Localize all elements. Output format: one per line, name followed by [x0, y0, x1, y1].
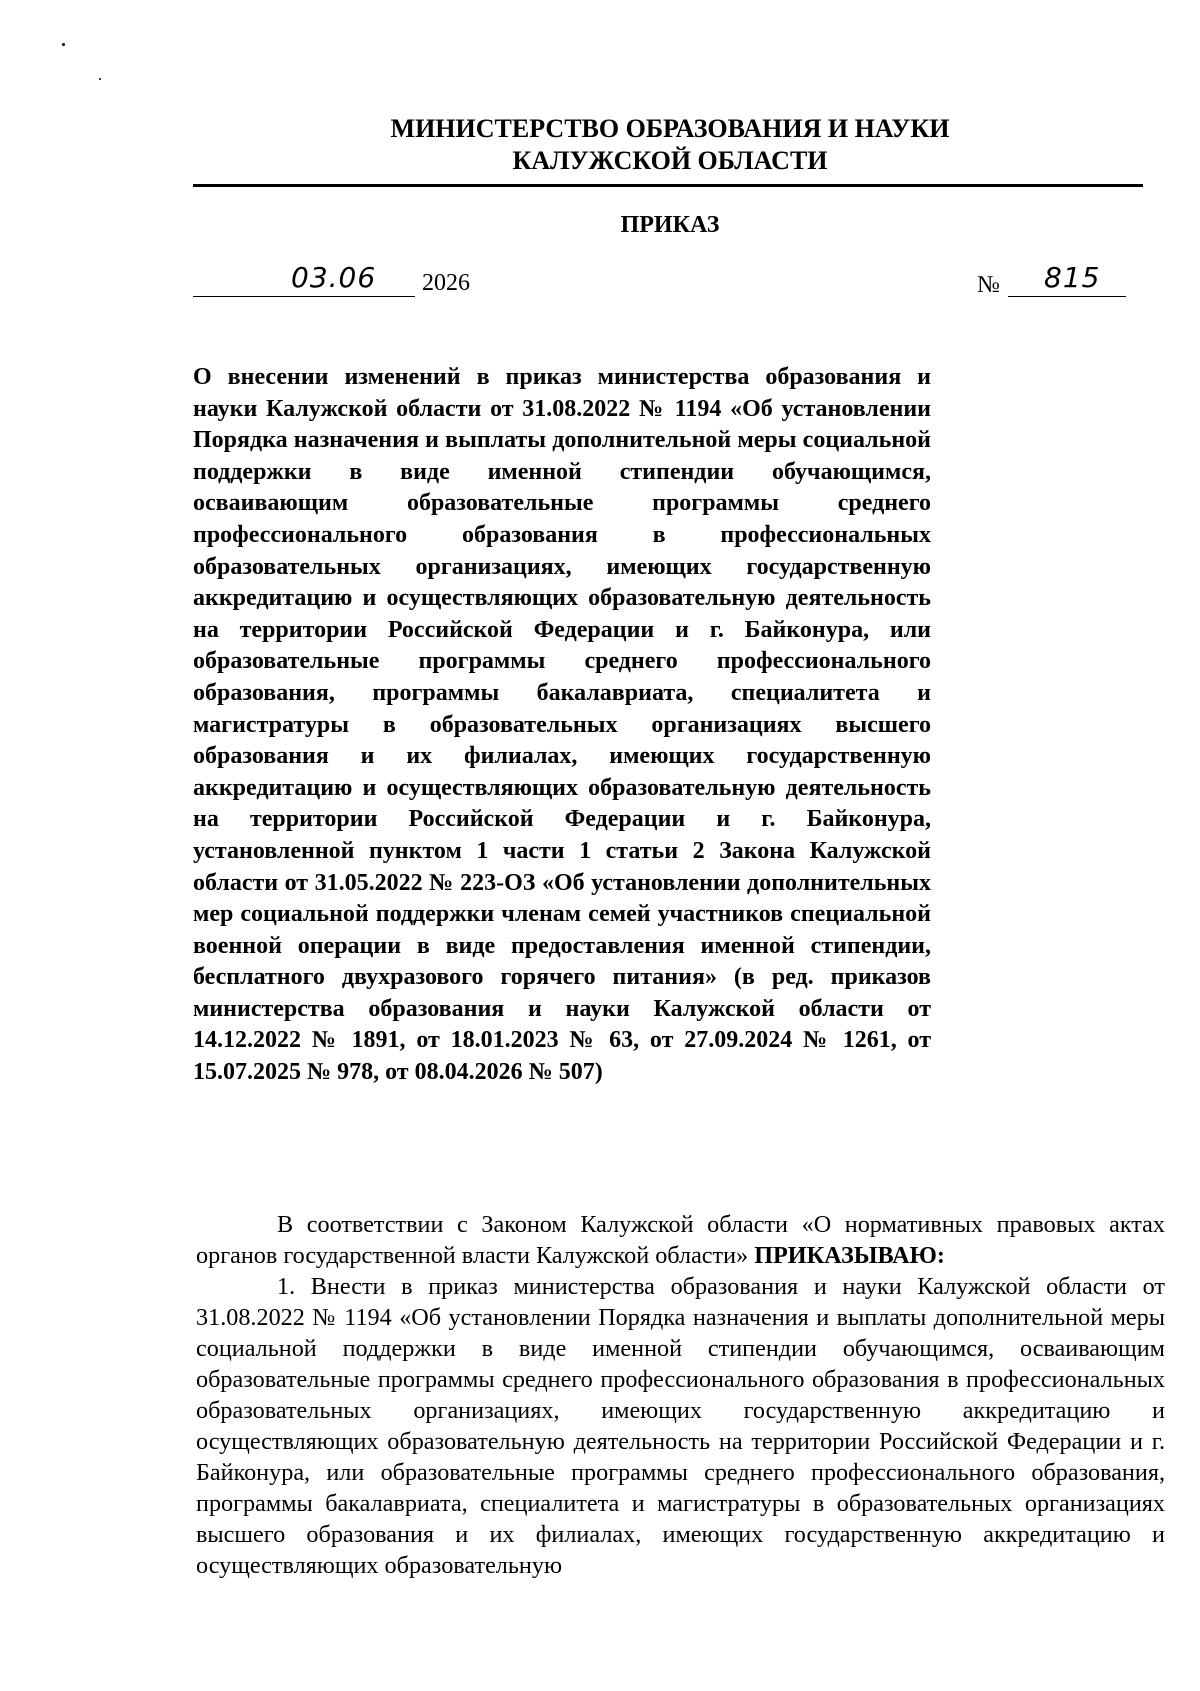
date-field [193, 260, 415, 297]
ministry-title [190, 113, 1150, 177]
header-divider [193, 184, 1143, 187]
ministry-title-line2: КАЛУЖСКОЙ ОБЛАСТИ [512, 146, 828, 175]
number-sign: № [977, 272, 1000, 298]
ministry-title-line1: МИНИСТЕРСТВО ОБРАЗОВАНИЯ И НАУКИ [390, 114, 950, 143]
order-subject: О внесении изменений в приказ министерства образования и науки Калужской области от 31.08.2022 № 1194 «Об установлении Порядка назначения и выплаты дополнительной меры социальной поддержки в виде именной стипендии обучающимся, осваивающим образовательные программы среднего профессионального образования в профессиональных образовательных организациях, имеющих государственную аккредитацию и осуществляющих образовательную деятельность на территории Российской Федерации и г. Байконура, или образовательные программы среднего профессионального образования, программы бакалавриата, специалитета и магистратуры в образовательных организациях высшего образования и их филиалах, имеющих государственную аккредитацию и осуществляющих образовательную деятельность на территории Российской Федерации и г. Байконура, установленной пунктом 1 части 1 статьи 2 Закона Калужской области от 31.05.2022 № 223-ОЗ «Об установлении дополнительных мер социальной поддержки членам семей участников специальной военной операции в виде предоставления именной стипендии, бесплатного двухразового горячего питания» (в ред. приказов министерства образования и науки Калужской области от 14.12.2022 № 1891, от 18.01.2023 № 63, от 27.09.2024 № 1261, от 15.07.2025 № 978, от 08.04.2026 № 507) [193, 364, 931, 1086]
scan-speck [62, 43, 65, 46]
preamble-paragraph [196, 1209, 1165, 1271]
item-1-paragraph: 1. Внести в приказ министерства образования и науки Калужской области от 31.08.2022 № 1194 «Об установлении Порядка назначения и выплаты дополнительной меры социальной поддержки в виде именной стипендии обучающимся, осваивающим образовательные программы среднего профессионального образования в профессиональных образовательных организациях, имеющих государственную аккредитацию и осуществляющих образовательную деятельность на территории Российской Федерации и г. Байконура, или образовательные программы среднего профессионального образования, программы бакалавриата, специалитета и магистратуры в образовательных организациях высшего образования и их филиалах, имеющих государственную аккредитацию и осуществляющих образовательную [196, 1273, 1165, 1579]
scan-speck [99, 78, 101, 80]
preamble-text: В соответствии с Законом Калужской области «О нормативных правовых актах органов государственной власти Калужской области» [196, 1211, 1165, 1269]
order-word: ПРИКАЗЫВАЮ: [754, 1242, 945, 1269]
document-type: ПРИКАЗ [620, 212, 720, 238]
number-field [1008, 260, 1126, 297]
handwritten-date: 03.06 [291, 261, 377, 294]
order-body [196, 1209, 1165, 1581]
date-year: 2026 [422, 270, 470, 296]
handwritten-number: 815 [1044, 261, 1101, 294]
